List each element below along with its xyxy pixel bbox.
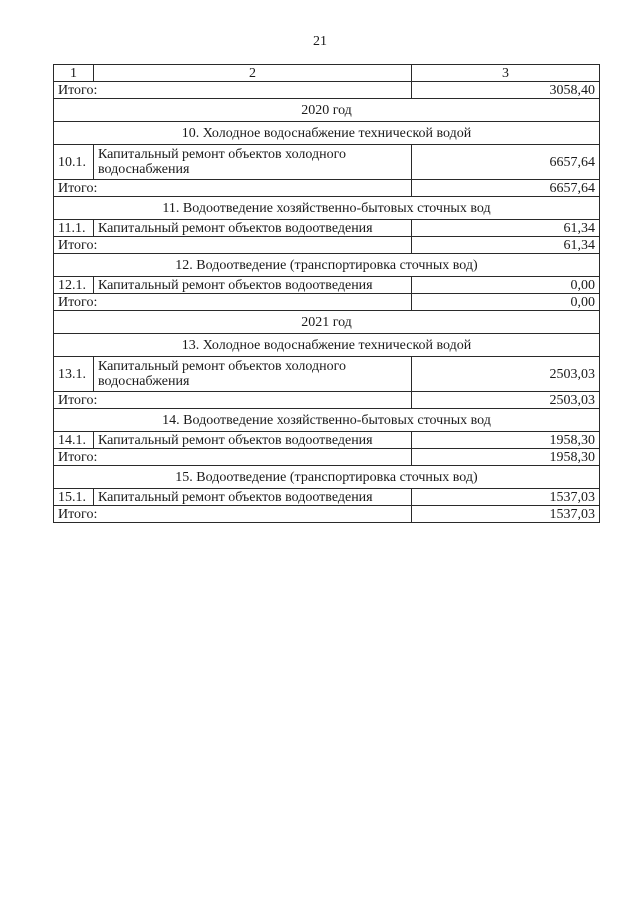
total-label: Итого: bbox=[54, 506, 412, 523]
section-title-row bbox=[54, 254, 600, 277]
total-row bbox=[54, 392, 600, 409]
total-row bbox=[54, 180, 600, 197]
year-row bbox=[54, 311, 600, 334]
total-row bbox=[54, 506, 600, 523]
row-description: Капитальный ремонт объектов водоотведения bbox=[94, 432, 412, 449]
row-value: 0,00 bbox=[412, 277, 600, 294]
table-row bbox=[54, 489, 600, 506]
total-label: Итого: bbox=[54, 294, 412, 311]
section-title: 10. Холодное водоснабжение технической водой bbox=[54, 122, 600, 145]
header-col-1: 1 bbox=[54, 65, 94, 82]
table-row bbox=[54, 277, 600, 294]
header-row bbox=[54, 65, 600, 82]
table-row bbox=[54, 432, 600, 449]
total-value: 0,00 bbox=[412, 294, 600, 311]
total-row bbox=[54, 82, 600, 99]
total-label: Итого: bbox=[54, 449, 412, 466]
row-number: 10.1. bbox=[54, 145, 94, 180]
total-label: Итого: bbox=[54, 392, 412, 409]
year-row bbox=[54, 99, 600, 122]
section-title: 11. Водоотведение хозяйственно-бытовых сточных вод bbox=[54, 197, 600, 220]
row-description: Капитальный ремонт объектов холодного водоснабжения bbox=[94, 357, 412, 392]
table-row bbox=[54, 220, 600, 237]
table-row bbox=[54, 145, 600, 180]
total-row bbox=[54, 294, 600, 311]
total-value: 1537,03 bbox=[412, 506, 600, 523]
header-col-3: 3 bbox=[412, 65, 600, 82]
total-label: Итого: bbox=[54, 82, 412, 99]
total-value: 1958,30 bbox=[412, 449, 600, 466]
section-title-row bbox=[54, 409, 600, 432]
total-value: 2503,03 bbox=[412, 392, 600, 409]
row-number: 11.1. bbox=[54, 220, 94, 237]
row-value: 6657,64 bbox=[412, 145, 600, 180]
section-title: 14. Водоотведение хозяйственно-бытовых сточных вод bbox=[54, 409, 600, 432]
row-description: Капитальный ремонт объектов водоотведения bbox=[94, 489, 412, 506]
section-title-row bbox=[54, 197, 600, 220]
section-title: 15. Водоотведение (транспортировка сточных вод) bbox=[54, 466, 600, 489]
section-title-row bbox=[54, 334, 600, 357]
total-value: 6657,64 bbox=[412, 180, 600, 197]
page-number: 21 bbox=[313, 34, 327, 49]
year-heading: 2021 год bbox=[54, 311, 600, 334]
section-title: 13. Холодное водоснабжение технической водой bbox=[54, 334, 600, 357]
row-description: Капитальный ремонт объектов водоотведения bbox=[94, 220, 412, 237]
table-row bbox=[54, 357, 600, 392]
section-title: 12. Водоотведение (транспортировка сточных вод) bbox=[54, 254, 600, 277]
row-description: Капитальный ремонт объектов холодного водоснабжения bbox=[94, 145, 412, 180]
cost-table bbox=[53, 64, 600, 523]
header-col-2: 2 bbox=[94, 65, 412, 82]
section-title-row bbox=[54, 466, 600, 489]
row-number: 15.1. bbox=[54, 489, 94, 506]
row-number: 14.1. bbox=[54, 432, 94, 449]
section-title-row bbox=[54, 122, 600, 145]
row-number: 12.1. bbox=[54, 277, 94, 294]
total-label: Итого: bbox=[54, 180, 412, 197]
row-value: 1958,30 bbox=[412, 432, 600, 449]
total-value: 3058,40 bbox=[412, 82, 600, 99]
total-label: Итого: bbox=[54, 237, 412, 254]
row-value: 61,34 bbox=[412, 220, 600, 237]
total-row bbox=[54, 237, 600, 254]
year-heading: 2020 год bbox=[54, 99, 600, 122]
row-description: Капитальный ремонт объектов водоотведения bbox=[94, 277, 412, 294]
total-value: 61,34 bbox=[412, 237, 600, 254]
row-value: 2503,03 bbox=[412, 357, 600, 392]
row-value: 1537,03 bbox=[412, 489, 600, 506]
total-row bbox=[54, 449, 600, 466]
row-number: 13.1. bbox=[54, 357, 94, 392]
